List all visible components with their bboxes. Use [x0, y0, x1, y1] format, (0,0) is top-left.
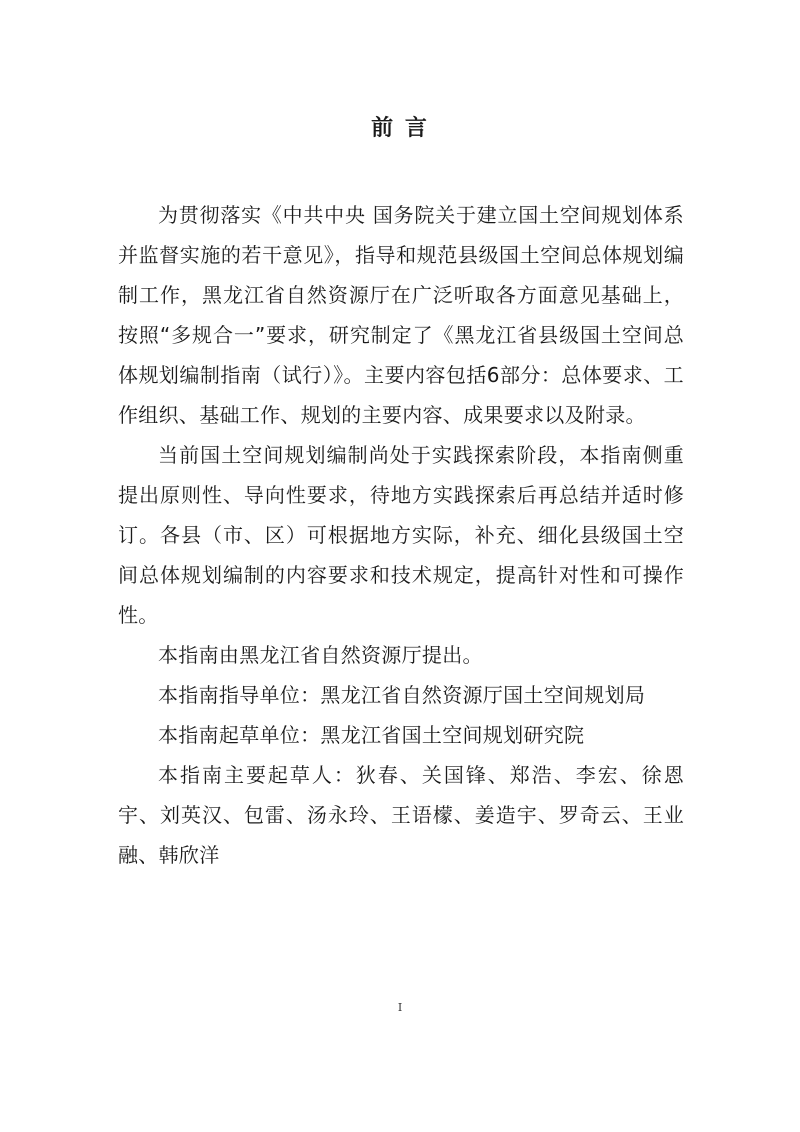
page-title: 前 言: [371, 116, 429, 141]
paragraph-drafters: 本指南主要起草人：狄春、关国锋、郑浩、李宏、徐恩宇、刘英汉、包雷、汤永玲、王语檬、姜造宇、罗奇云、王业融、韩欣洋: [118, 763, 684, 867]
page-number: I: [397, 1001, 403, 1014]
paragraph-current-stage: 当前国土空间规划编制尚处于实践探索阶段，本指南侧重提出原则性、导向性要求，待地方实践探索后再总结并适时修订。各县（市、区）可根据地方实际，补充、细化县级国土空间总体规划编制的内容要求和技术规定，提高针对性和可操作性。: [118, 443, 684, 627]
paragraph-guiding-unit: 本指南指导单位：黑龙江省自然资源厅国土空间规划局: [158, 683, 646, 707]
paragraph-drafting-unit: 本指南起草单位：黑龙江省国土空间规划研究院: [158, 723, 585, 747]
paragraph-purpose: 为贯彻落实《中共中央 国务院关于建立国土空间规划体系并监督实施的若干意见》，指导和规范县级国土空间总体规划编制工作，黑龙江省自然资源厅在广泛听取各方面意见基础上，按照“多规合一”要求，研究制定了《黑龙江省县级国土空间总体规划编制指南（试行）》。主要内容包括6部分：总体要求、工作组织、基础工作、规划的主要内容、成果要求以及附录。: [118, 203, 684, 427]
paragraph-proposer: 本指南由黑龙江省自然资源厅提出。: [158, 643, 483, 667]
preface-body: [118, 195, 684, 875]
